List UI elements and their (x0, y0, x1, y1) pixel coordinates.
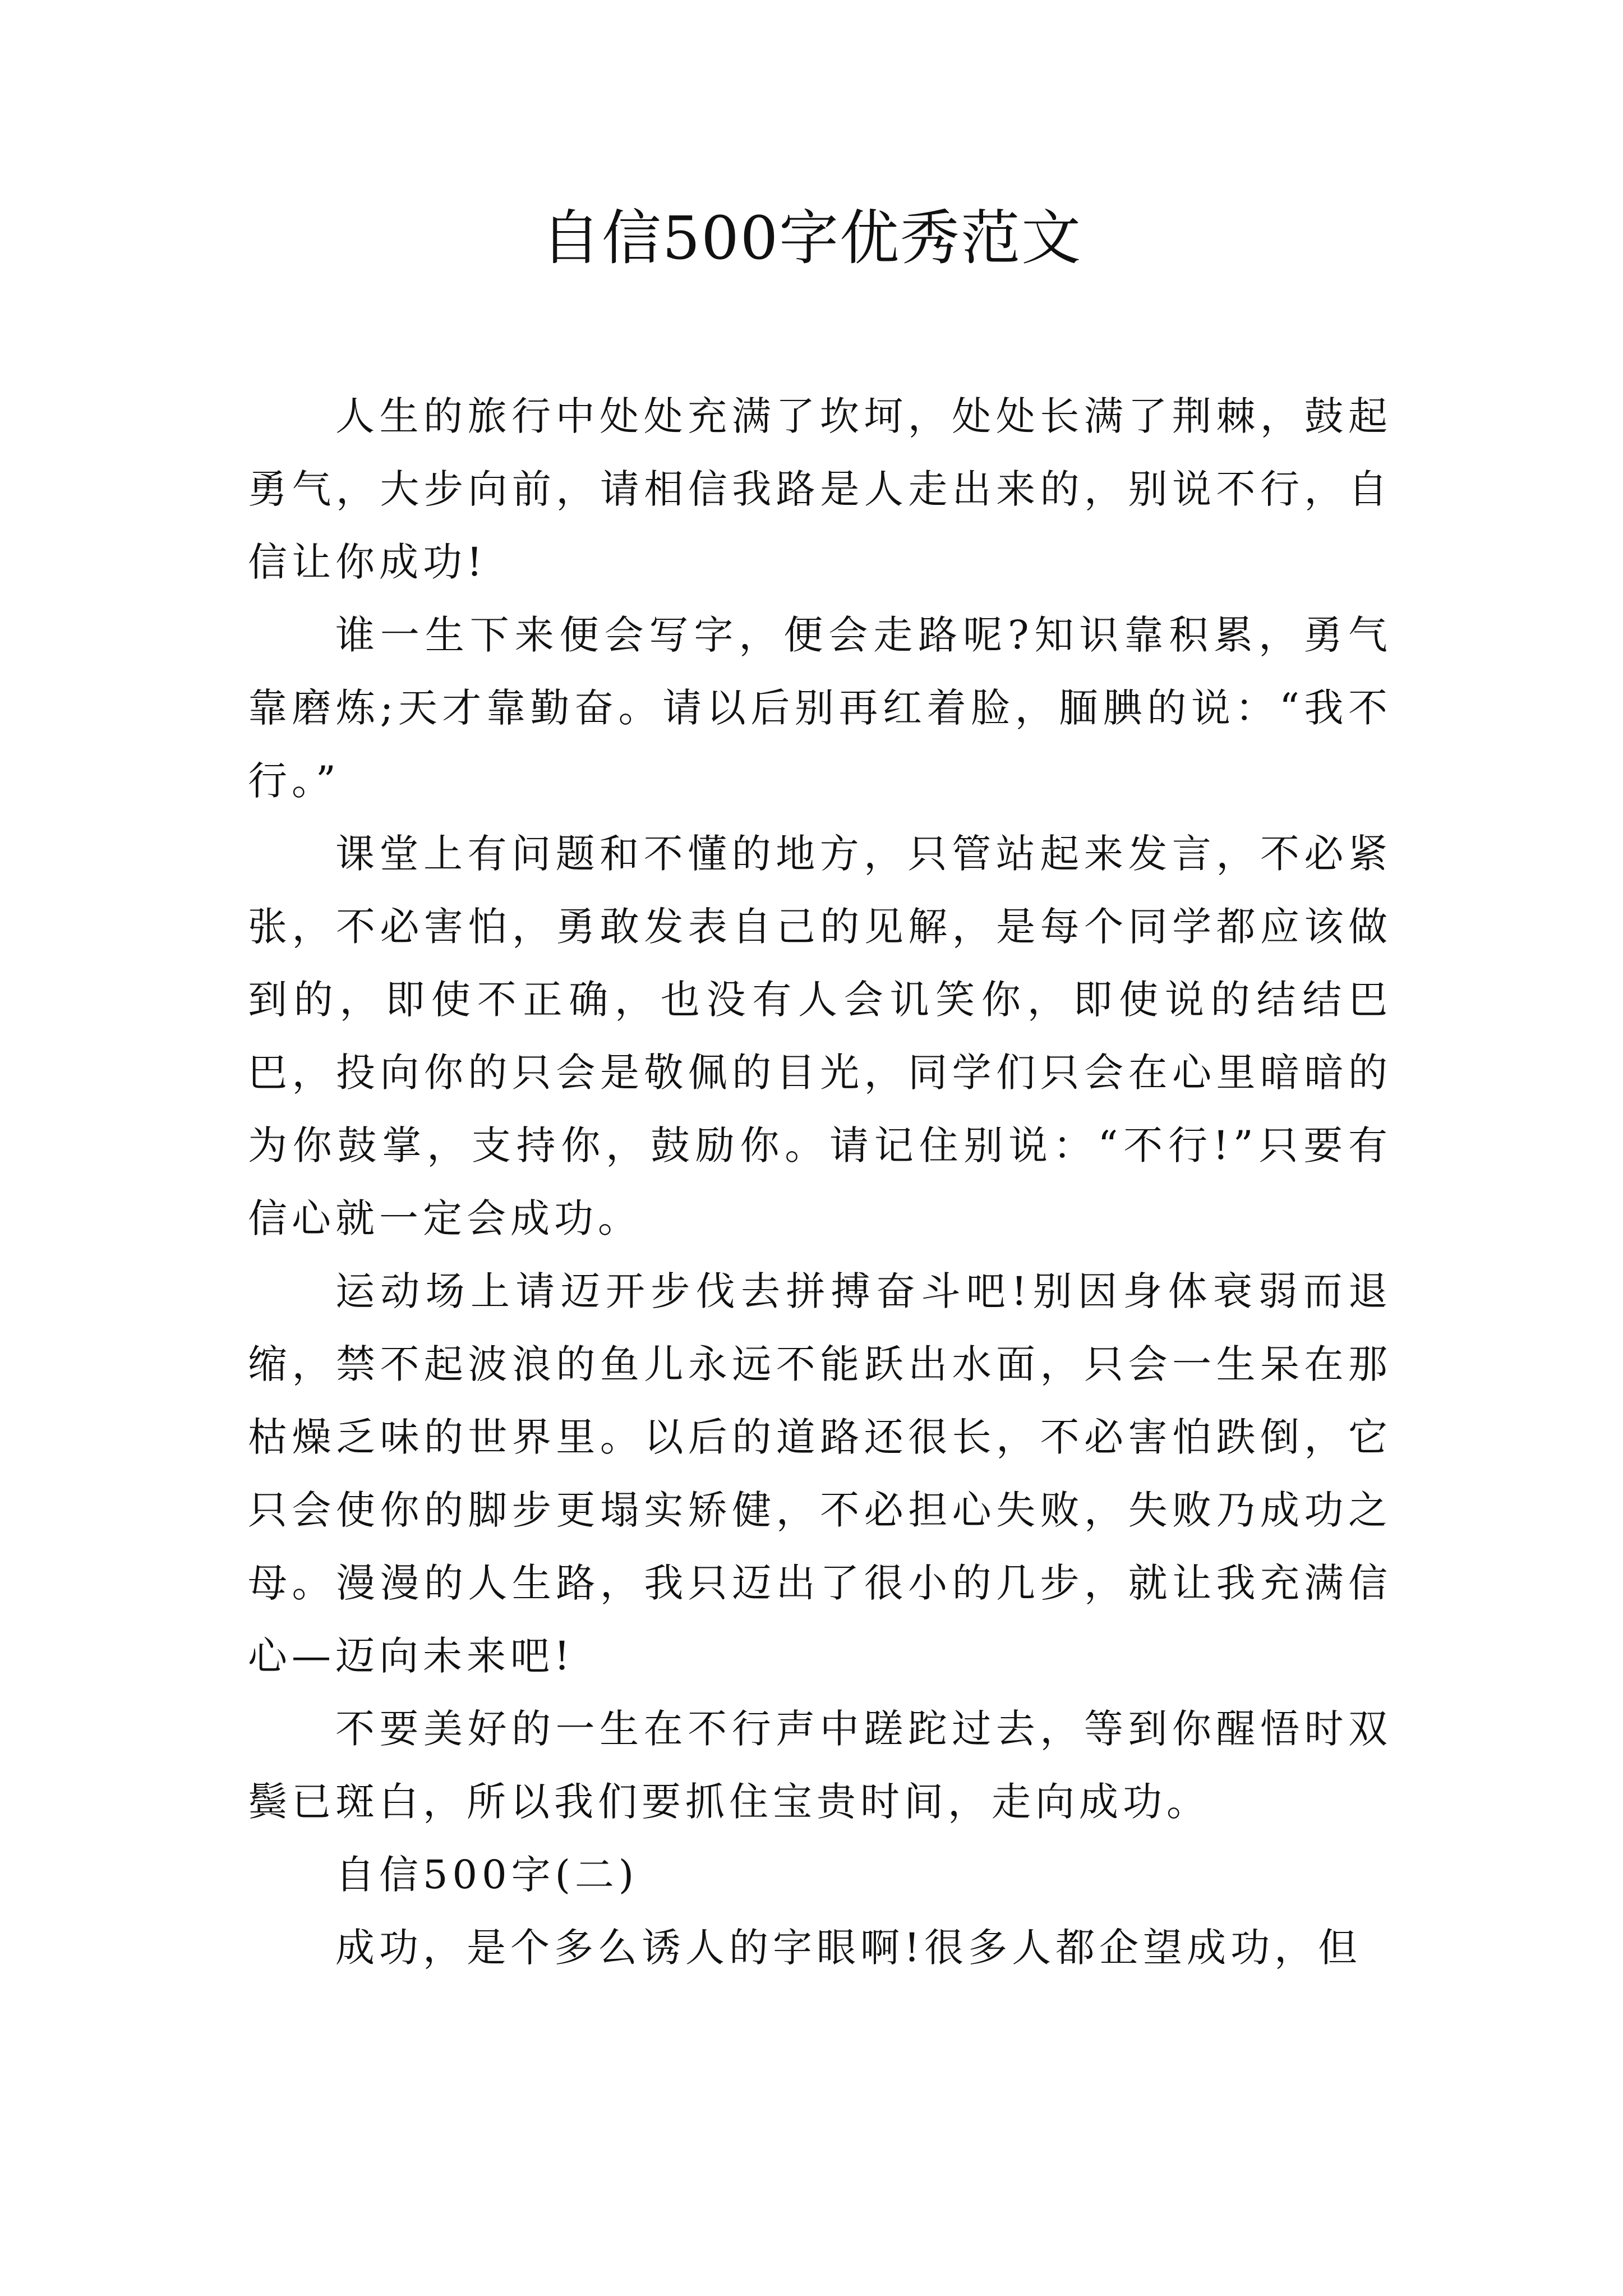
document-body (248, 380, 1392, 1984)
paragraph: 课堂上有问题和不懂的地方，只管站起来发言，不必紧张，不必害怕，勇敢发表自己的见解，是每个同学都应该做到的，即使不正确，也没有人会讥笑你，即使说的结结巴巴，投向你的只会是敬佩的目光，同学们只会在心里暗暗的为你鼓掌，支持你，鼓励你。请记住别说：“不行!”只要有信心就一定会成功。 (248, 831, 1392, 1241)
paragraph: 谁一生下来便会写字，便会走路呢?知识靠积累，勇气靠磨炼;天才靠勤奋。请以后别再红着脸，腼腆的说：“我不行。” (248, 612, 1392, 804)
paragraph: 人生的旅行中处处充满了坎坷，处处长满了荆棘，鼓起勇气，大步向前，请相信我路是人走出来的，别说不行，自信让你成功! (248, 393, 1392, 585)
section-subtitle: 自信500字(二) (335, 1852, 639, 1898)
document-title: 自信500字优秀范文 (541, 204, 1082, 273)
paragraph: 运动场上请迈开步伐去拼搏奋斗吧!别因身体衰弱而退缩，禁不起波浪的鱼儿永远不能跃出水面，只会一生呆在那枯燥乏味的世界里。以后的道路还很长，不必害怕跌倒，它只会使你的脚步更塌实矫健，不必担心失败，失败乃成功之母。漫漫的人生路，我只迈出了很小的几步，就让我充满信心—迈向未来吧! (248, 1268, 1392, 1679)
paragraph: 成功，是个多么诱人的字眼啊!很多人都企望成功，但 (335, 1925, 1362, 1971)
paragraph: 不要美好的一生在不行声中蹉跎过去，等到你醒悟时双鬓已斑白，所以我们要抓住宝贵时间，走向成功。 (248, 1706, 1392, 1825)
